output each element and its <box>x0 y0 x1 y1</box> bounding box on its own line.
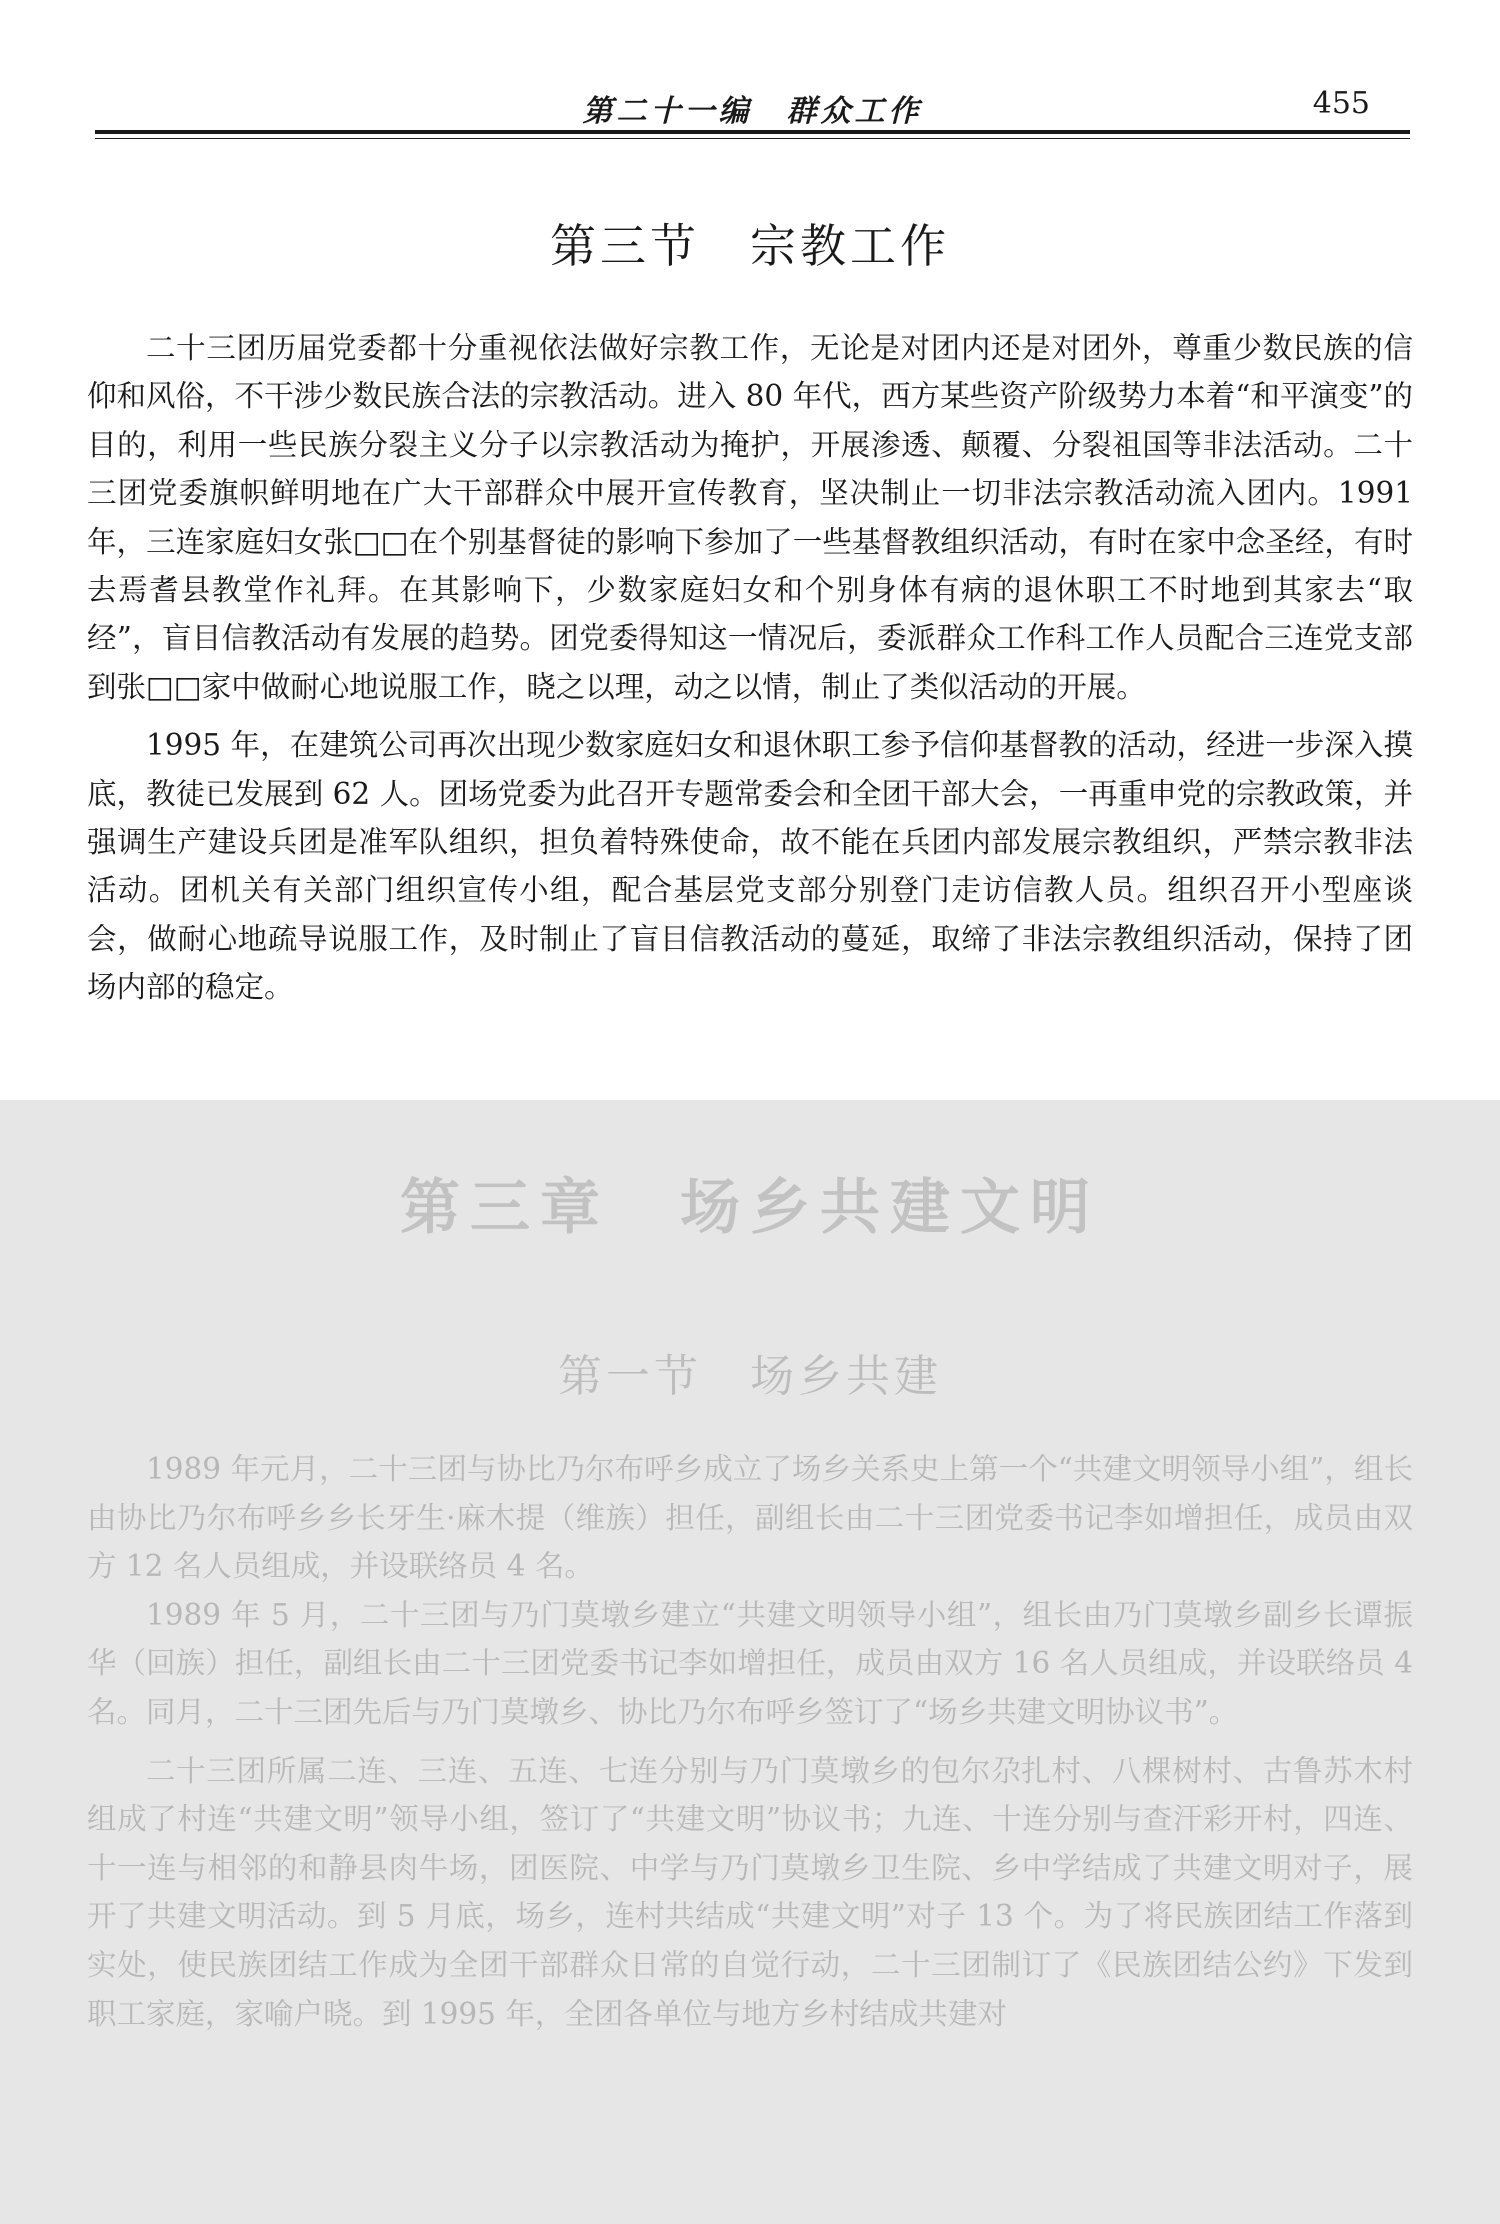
subsection-title: 第一节 场乡共建 <box>558 1351 942 1402</box>
section-title: 第三节 宗教工作 <box>550 219 950 273</box>
section-paragraph-1: 二十三团历届党委都十分重视依法做好宗教工作，无论是对团内还是对团外，尊重少数民族的信仰和风俗，不干涉少数民族合法的宗教活动。进入 80 年代，西方某些资产阶级势力本着“和平演变”的目的，利用一些民族分裂主义分子以宗教活动为掩护，开展渗透、颠覆、分裂祖国等非法活动。二十三团党委旗帜鲜明地在广大干部群众中展开宣传教育，坚决制止一切非法宗教活动流入团内。1991 年，三连家庭妇女张□□在个别基督徒的影响下参加了一些基督教组织活动，有时在家中念圣经，有时去焉耆县教堂作礼拜。在其影响下，少数家庭妇女和个别身体有病的退休职工不时地到其家去“取经”，盲目信教活动有发展的趋势。团党委得知这一情况后，委派群众工作科工作人员配合三连党支部到张□□家中做耐心地说服工作，晓之以理，动之以情，制止了类似活动的开展。 <box>87 331 1413 704</box>
chapter-body <box>87 1445 1413 2038</box>
page-number: 455 <box>1312 86 1370 121</box>
faded-next-chapter <box>0 1100 1500 2224</box>
section-body <box>87 324 1413 1012</box>
chapter-title: 第三章 场乡共建文明 <box>400 1173 1100 1243</box>
running-head-title: 第二十一编 群众工作 <box>582 94 923 129</box>
top-section <box>0 0 1500 1100</box>
running-head <box>95 80 1410 132</box>
chapter-paragraph-2: 1989 年 5 月，二十三团与乃门莫墩乡建立“共建文明领导小组”，组长由乃门莫墩乡副乡长谭振华（回族）担任，副组长由二十三团党委书记李如增担任，成员由双方 16 名人员组成，并设联络员 4 名。同月，二十三团先后与乃门莫墩乡、协比乃尔布呼乡签订了“场乡共建文明协议书”。 <box>87 1597 1413 1729</box>
section-paragraph-2: 1995 年，在建筑公司再次出现少数家庭妇女和退休职工参予信仰基督教的活动，经进一步深入摸底，教徒已发展到 62 人。团场党委为此召开专题常委会和全团干部大会，一再重申党的宗教政策，并强调生产建设兵团是准军队组织，担负着特殊使命，故不能在兵团内部发展宗教组织，严禁宗教非法活动。团机关有关部门组织宣传小组，配合基层党支部分别登门走访信教人员。组织召开小型座谈会，做耐心地疏导说服工作，及时制止了盲目信教活动的蔓延，取缔了非法宗教组织活动，保持了团场内部的稳定。 <box>87 728 1413 1005</box>
chapter-paragraph-1: 1989 年元月，二十三团与协比乃尔布呼乡成立了场乡关系史上第一个“共建文明领导小组”，组长由协比乃尔布呼乡乡长牙生·麻木提（维族）担任，副组长由二十三团党委书记李如增担任，成员由双方 12 名人员组成，并设联络员 4 名。 <box>87 1452 1413 1584</box>
header-rule-thick <box>95 130 1410 134</box>
chapter-paragraph-3: 二十三团所属二连、三连、五连、七连分别与乃门莫墩乡的包尔尕扎村、八棵树村、古鲁苏木村组成了村连“共建文明”领导小组，签订了“共建文明”协议书；九连、十连分别与查汗彩开村，四连、十一连与相邻的和静县肉牛场，团医院、中学与乃门莫墩乡卫生院、乡中学结成了共建文明对子，展开了共建文明活动。到 5 月底，场乡，连村共结成“共建文明”对子 13 个。为了将民族团结工作落到实处，使民族团结工作成为全团干部群众日常的自觉行动，二十三团制订了《民族团结公约》下发到职工家庭，家喻户晓。到 1995 年，全团各单位与地方乡村结成共建对 <box>87 1753 1413 2031</box>
header-rule-thin <box>95 138 1410 139</box>
